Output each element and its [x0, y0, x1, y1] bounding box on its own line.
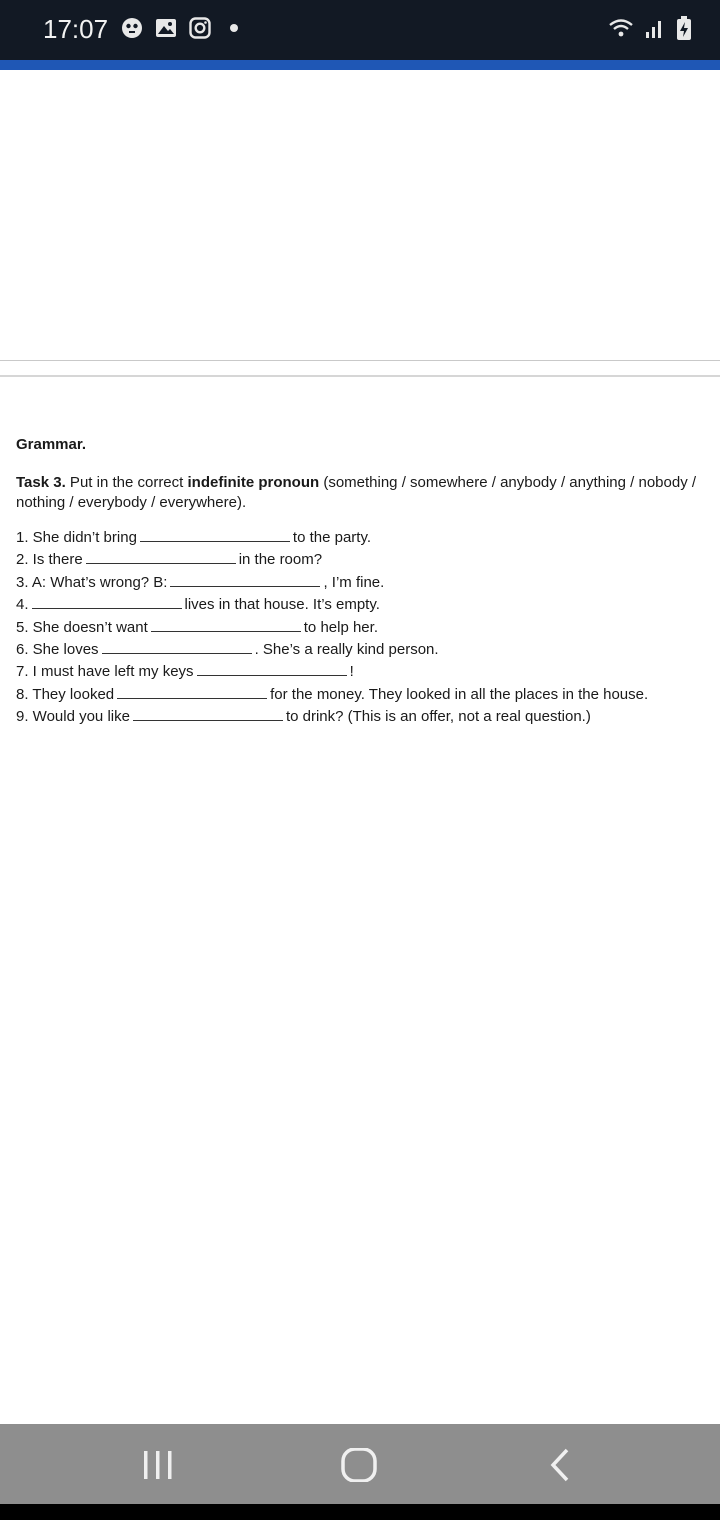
exercise-item	[16, 549, 716, 571]
answer-blank	[102, 641, 252, 654]
item-text: 5. She doesn’t want	[16, 618, 148, 636]
item-text: to help her.	[303, 618, 378, 636]
exercise-list	[16, 527, 716, 729]
answer-blank	[170, 574, 320, 587]
item-text: !	[349, 663, 354, 681]
notification-icons	[120, 16, 246, 40]
item-text: 8. They looked	[16, 685, 115, 703]
item-text: for the money. They looked in all the places in the house.	[270, 685, 649, 703]
answer-blank	[140, 529, 290, 542]
status-bar	[0, 0, 720, 60]
item-text: to the party.	[292, 529, 372, 546]
exercise-item	[16, 527, 716, 549]
answer-blank	[32, 596, 182, 609]
navigation-bar	[0, 1424, 720, 1504]
item-text: 2. Is there	[16, 551, 83, 569]
item-text: , I’m fine.	[323, 573, 385, 591]
answer-blank	[86, 551, 236, 564]
worksheet	[16, 436, 716, 729]
signal-icon	[644, 16, 666, 40]
item-text: lives in that house. It’s empty.	[184, 596, 380, 614]
progress-strip	[0, 60, 720, 70]
exercise-item	[16, 572, 716, 594]
item-text: in the room?	[238, 551, 323, 569]
answer-blank	[151, 619, 301, 632]
exercise-item	[16, 617, 716, 639]
answer-blank	[117, 686, 267, 699]
document-viewer[interactable]	[0, 70, 720, 1424]
exercise-item	[16, 594, 716, 616]
task-options: (something / somewhere / anybody / anything / nobody / nothing / everybody / everywhere).	[16, 474, 697, 511]
wifi-icon	[608, 16, 634, 40]
face-icon	[120, 16, 144, 40]
answer-blank	[133, 708, 283, 721]
instagram-icon	[188, 16, 212, 40]
exercise-item	[16, 639, 716, 661]
recent-apps-icon[interactable]	[138, 1448, 178, 1482]
home-icon[interactable]	[339, 1448, 379, 1482]
exercise-item	[16, 684, 716, 706]
image-icon	[154, 16, 178, 40]
page-divider	[0, 360, 720, 361]
screen-bottom-edge	[0, 1504, 720, 1520]
task-label: Task 3.	[16, 474, 66, 491]
item-text: to drink? (This is an offer, not a real question.)	[285, 708, 591, 726]
page-divider	[0, 375, 720, 377]
exercise-item	[16, 661, 716, 683]
item-text: . She’s a really kind person.	[254, 640, 439, 658]
item-text: 7. I must have left my keys	[16, 663, 194, 681]
task-intro: Put in the correct	[65, 474, 188, 491]
exercise-item	[16, 706, 716, 728]
item-text: 9. Would you like	[16, 708, 130, 726]
item-text: 4.	[16, 596, 29, 614]
item-text: 3. A: What’s wrong? B:	[16, 573, 168, 591]
item-text: 6. She loves	[16, 640, 99, 658]
worksheet-heading: Grammar.	[16, 436, 87, 453]
task-keyword: indefinite pronoun	[187, 474, 320, 491]
answer-blank	[197, 663, 347, 676]
back-icon[interactable]	[541, 1448, 581, 1482]
system-icons	[608, 16, 692, 40]
item-text: 1. She didn’t bring	[16, 529, 137, 546]
battery-icon	[676, 16, 692, 40]
clock: 17:07	[43, 14, 109, 44]
task-instructions	[16, 473, 716, 513]
dot-icon	[222, 16, 246, 40]
